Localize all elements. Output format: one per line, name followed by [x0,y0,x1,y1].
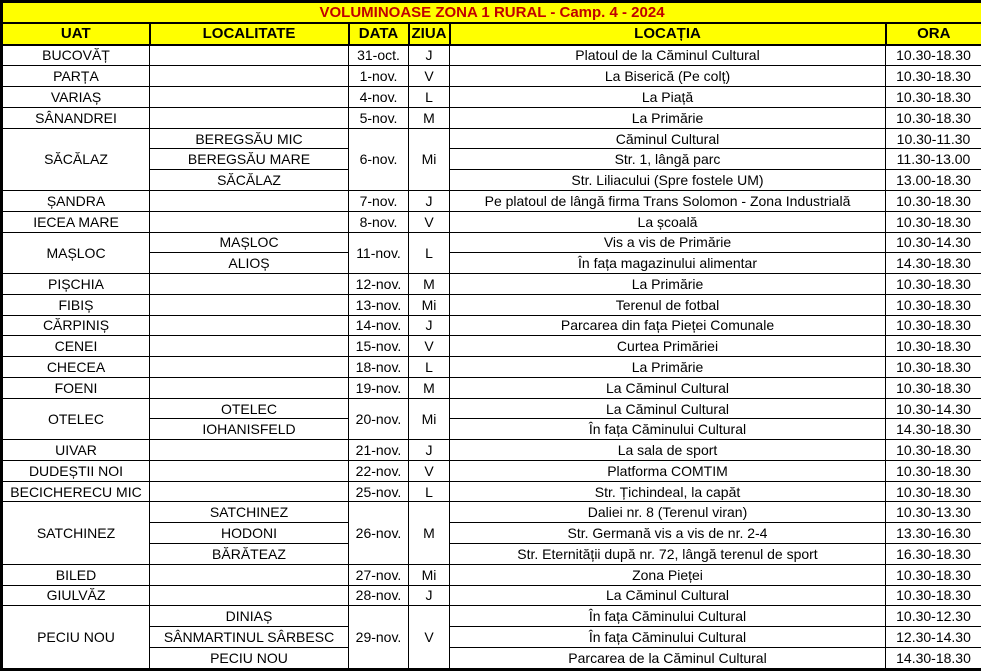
locatia-cell: Platforma COMTIM [450,460,886,481]
ora-cell: 10.30-18.30 [886,377,981,398]
localitate-cell [150,66,349,87]
ora-cell: 10.30-18.30 [886,336,981,357]
table-row [2,190,981,211]
uat-cell: OTELEC [2,398,150,440]
data-cell: 20-nov. [349,398,409,440]
data-cell: 6-nov. [349,128,409,190]
ziua-cell: J [409,440,450,461]
table-row [2,232,981,253]
ziua-cell: V [409,211,450,232]
uat-cell: PECIU NOU [2,606,150,670]
localitate-cell [150,211,349,232]
locatia-cell: La Piață [450,87,886,108]
localitate-cell: ALIOȘ [150,253,349,274]
uat-cell: SATCHINEZ [2,502,150,564]
data-cell: 4-nov. [349,87,409,108]
col-header-data: DATA [349,23,409,45]
ora-cell: 10.30-18.30 [886,45,981,66]
header-row [2,23,981,45]
ora-cell: 16.30-18.30 [886,543,981,564]
localitate-cell [150,87,349,108]
ora-cell: 13.30-16.30 [886,523,981,544]
localitate-cell: IOHANISFELD [150,419,349,440]
ziua-cell: Mi [409,564,450,585]
ora-cell: 10.30-14.30 [886,232,981,253]
locatia-cell: Daliei nr. 8 (Terenul viran) [450,502,886,523]
table-row [2,66,981,87]
uat-cell: VARIAȘ [2,87,150,108]
ora-cell: 10.30-18.30 [886,107,981,128]
localitate-cell [150,315,349,336]
locatia-cell: În fața Căminului Cultural [450,627,886,648]
ora-cell: 10.30-18.30 [886,294,981,315]
table-row [2,398,981,419]
localitate-cell [150,357,349,378]
localitate-cell [150,377,349,398]
ora-cell: 13.00-18.30 [886,170,981,191]
ora-cell: 10.30-18.30 [886,211,981,232]
localitate-cell: MAȘLOC [150,232,349,253]
table-row [2,502,981,523]
localitate-cell: BĂRĂTEAZ [150,543,349,564]
locatia-cell: Parcarea din fața Pieței Comunale [450,315,886,336]
data-cell: 11-nov. [349,232,409,274]
ora-cell: 10.30-18.30 [886,315,981,336]
localitate-cell: DINIAȘ [150,606,349,627]
uat-cell: CHECEA [2,357,150,378]
data-cell: 28-nov. [349,585,409,606]
table-row [2,107,981,128]
locatia-cell: La Căminul Cultural [450,398,886,419]
data-cell: 13-nov. [349,294,409,315]
ora-cell: 10.30-12.30 [886,606,981,627]
data-cell: 26-nov. [349,502,409,564]
data-cell: 22-nov. [349,460,409,481]
locatia-cell: La Primărie [450,357,886,378]
localitate-cell [150,294,349,315]
table-row [2,294,981,315]
localitate-cell [150,190,349,211]
table-row [2,564,981,585]
table-row [2,87,981,108]
data-cell: 8-nov. [349,211,409,232]
localitate-cell [150,460,349,481]
table-body [2,45,981,670]
uat-cell: SÂNANDREI [2,107,150,128]
col-header-uat: UAT [2,23,150,45]
locatia-cell: La Primărie [450,107,886,128]
ziua-cell: J [409,585,450,606]
ora-cell: 10.30-18.30 [886,481,981,502]
ora-cell: 11.30-13.00 [886,149,981,170]
uat-cell: PIȘCHIA [2,274,150,295]
locatia-cell: Str. 1, lângă parc [450,149,886,170]
ziua-cell: J [409,190,450,211]
uat-cell: UIVAR [2,440,150,461]
ziua-cell: L [409,232,450,274]
locatia-cell: Terenul de fotbal [450,294,886,315]
uat-cell: ȘANDRA [2,190,150,211]
ora-cell: 10.30-18.30 [886,87,981,108]
locatia-cell: La Primărie [450,274,886,295]
ora-cell: 10.30-13.30 [886,502,981,523]
uat-cell: MAȘLOC [2,232,150,274]
ziua-cell: Mi [409,128,450,190]
ziua-cell: V [409,460,450,481]
table-row [2,274,981,295]
data-cell: 1-nov. [349,66,409,87]
ora-cell: 10.30-18.30 [886,66,981,87]
data-cell: 7-nov. [349,190,409,211]
locatia-cell: Str. Liliacului (Spre fostele UM) [450,170,886,191]
ziua-cell: V [409,66,450,87]
data-cell: 18-nov. [349,357,409,378]
uat-cell: CENEI [2,336,150,357]
ziua-cell: L [409,87,450,108]
locatia-cell: Platoul de la Căminul Cultural [450,45,886,66]
locatia-cell: Str. Țichindeal, la capăt [450,481,886,502]
locatia-cell: Parcarea de la Căminul Cultural [450,647,886,669]
table-row [2,336,981,357]
localitate-cell [150,107,349,128]
ziua-cell: Mi [409,398,450,440]
localitate-cell: PECIU NOU [150,647,349,669]
locatia-cell: La școală [450,211,886,232]
locatia-cell: La Biserică (Pe colț) [450,66,886,87]
table-row [2,377,981,398]
ziua-cell: J [409,315,450,336]
data-cell: 31-oct. [349,45,409,66]
ziua-cell: V [409,606,450,670]
title-row [2,2,981,23]
table-row [2,440,981,461]
ora-cell: 14.30-18.30 [886,647,981,669]
locatia-cell: Căminul Cultural [450,128,886,149]
locatia-cell: Str. Eternității după nr. 72, lângă terenul de sport [450,543,886,564]
table-row [2,315,981,336]
uat-cell: FOENI [2,377,150,398]
table-row [2,211,981,232]
localitate-cell [150,440,349,461]
ora-cell: 14.30-18.30 [886,253,981,274]
table-row [2,481,981,502]
ziua-cell: M [409,502,450,564]
ziua-cell: M [409,274,450,295]
data-cell: 15-nov. [349,336,409,357]
data-cell: 29-nov. [349,606,409,670]
data-cell: 19-nov. [349,377,409,398]
table-row [2,128,981,149]
localitate-cell [150,336,349,357]
localitate-cell [150,45,349,66]
table-row [2,460,981,481]
locatia-cell: Zona Pieței [450,564,886,585]
col-header-ziua: ZIUA [409,23,450,45]
ziua-cell: M [409,377,450,398]
localitate-cell: SATCHINEZ [150,502,349,523]
data-cell: 12-nov. [349,274,409,295]
ziua-cell: M [409,107,450,128]
col-header-locatia: LOCAȚIA [450,23,886,45]
data-cell: 5-nov. [349,107,409,128]
col-header-localitate: LOCALITATE [150,23,349,45]
localitate-cell: SĂCĂLAZ [150,170,349,191]
ora-cell: 10.30-18.30 [886,190,981,211]
table-row [2,585,981,606]
localitate-cell: OTELEC [150,398,349,419]
ziua-cell: J [409,45,450,66]
locatia-cell: Pe platoul de lângă firma Trans Solomon - Zona Industrială [450,190,886,211]
ora-cell: 10.30-18.30 [886,357,981,378]
data-cell: 27-nov. [349,564,409,585]
ora-cell: 10.30-11.30 [886,128,981,149]
uat-cell: SĂCĂLAZ [2,128,150,190]
locatia-cell: Vis a vis de Primărie [450,232,886,253]
uat-cell: BUCOVĂȚ [2,45,150,66]
ora-cell: 14.30-18.30 [886,419,981,440]
table-row [2,606,981,627]
uat-cell: FIBIȘ [2,294,150,315]
locatia-cell: În fața magazinului alimentar [450,253,886,274]
ziua-cell: V [409,336,450,357]
ora-cell: 10.30-14.30 [886,398,981,419]
data-cell: 14-nov. [349,315,409,336]
localitate-cell [150,585,349,606]
ora-cell: 10.30-18.30 [886,564,981,585]
localitate-cell: SÂNMARTINUL SÂRBESC [150,627,349,648]
ziua-cell: Mi [409,294,450,315]
uat-cell: BILED [2,564,150,585]
uat-cell: PARȚA [2,66,150,87]
locatia-cell: În fața Căminului Cultural [450,606,886,627]
localitate-cell [150,481,349,502]
table-title: VOLUMINOASE ZONA 1 RURAL - Camp. 4 - 2024 [2,2,981,23]
ora-cell: 10.30-18.30 [886,440,981,461]
col-header-ora: ORA [886,23,981,45]
locatia-cell: Curtea Primăriei [450,336,886,357]
localitate-cell: BEREGSĂU MIC [150,128,349,149]
data-cell: 25-nov. [349,481,409,502]
locatia-cell: La Căminul Cultural [450,377,886,398]
ora-cell: 10.30-18.30 [886,460,981,481]
uat-cell: GIULVĂZ [2,585,150,606]
localitate-cell: HODONI [150,523,349,544]
uat-cell: CĂRPINIȘ [2,315,150,336]
ora-cell: 10.30-18.30 [886,274,981,295]
table-row [2,45,981,66]
locatia-cell: În fața Căminului Cultural [450,419,886,440]
uat-cell: IECEA MARE [2,211,150,232]
data-cell: 21-nov. [349,440,409,461]
localitate-cell [150,564,349,585]
uat-cell: BECICHERECU MIC [2,481,150,502]
ora-cell: 10.30-18.30 [886,585,981,606]
locatia-cell: La sala de sport [450,440,886,461]
table-row [2,357,981,378]
ziua-cell: L [409,481,450,502]
localitate-cell: BEREGSĂU MARE [150,149,349,170]
ziua-cell: L [409,357,450,378]
locatia-cell: Str. Germană vis a vis de nr. 2-4 [450,523,886,544]
locatia-cell: La Căminul Cultural [450,585,886,606]
ora-cell: 12.30-14.30 [886,627,981,648]
localitate-cell [150,274,349,295]
uat-cell: DUDEȘTII NOI [2,460,150,481]
